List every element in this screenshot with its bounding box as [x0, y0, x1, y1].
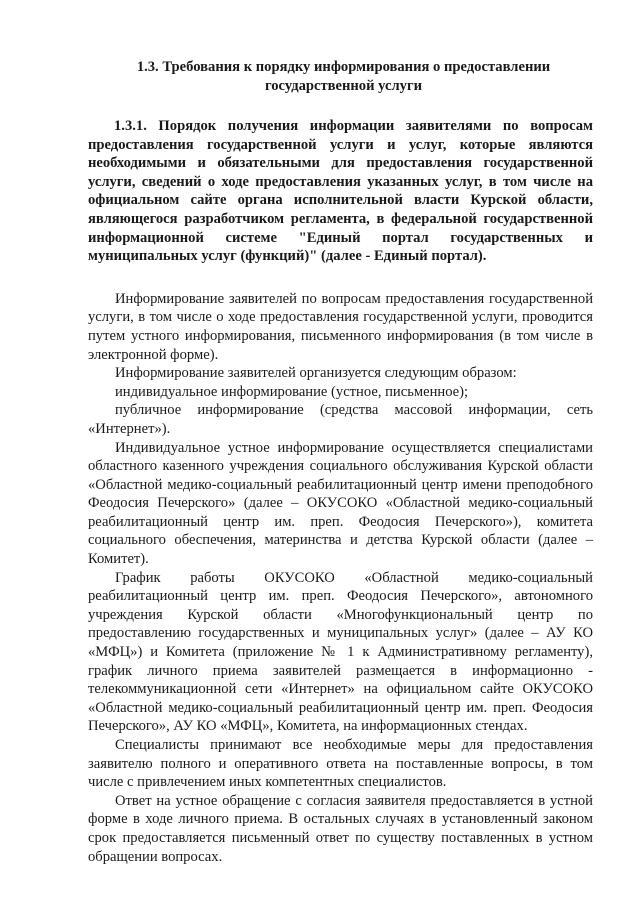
paragraph: индивидуальное информирование (устное, письменное); — [115, 383, 469, 400]
paragraph: Специалисты принимают все необходимые меры для предоставления заявителю полного и оперативного ответа на поставленные вопросы, в том числе с привлечением иных компетентных специалистов. — [88, 737, 593, 791]
paragraph: График работы ОКУСОКО «Областной медико-социальный реабилитационный центр им. преп. Феодосия Печерского», автономного учреждения Курской области «Многофункциональный центр по предоставлению государственных и муниципальных услуг» (далее – АУ КО «МФЦ») и Комитета (приложение № 1 к Административному регламенту), график личного приема заявителей размещается в информационно - телекоммуникационной сети «Интернет» на официальном сайте ОКУСОКО «Областной медико-социальный реабилитационный центр им. преп. Феодосия Печерского», АУ КО «МФЦ», Комитета, на информационных стендах. — [88, 569, 593, 735]
subsection-heading: 1.3.1. Порядок получения информации заявителями по вопросам предоставления государственной услуги и услуг, которые являются необходимыми и обязательными для предоставления государственной услуги, сведений о ходе предоставления указанных услуг, в том числе на официальном сайте органа исполнительной власти Курской области, являющегося разработчиком регламента, в федеральной государственной информационной системе "Единый портал государственных и муниципальных услуг (функций)" (далее - Единый портал). — [88, 118, 593, 265]
section-title-line1: 1.3. Требования к порядку информирования о предоставлении — [136, 59, 551, 75]
paragraph: Ответ на устное обращение с согласия заявителя предоставляется в устной форме в ходе личного приема. В остальных случаях в установленный законом срок предоставляется письменный ответ по существу поставленных в устном обращении вопросах. — [88, 792, 593, 865]
section-title-line2: государственной услуги — [264, 77, 423, 94]
paragraph: публичное информирование (средства массовой информации, сеть «Интернет»). — [88, 402, 593, 437]
paragraph: Информирование заявителей организуется следующим образом: — [115, 365, 517, 382]
document-page — [88, 58, 593, 866]
paragraph: Индивидуальное устное информирование осуществляется специалистами областного казенного учреждения социального обслуживания Курской области «Областной медико-социальный реабилитационный центр имени преподобного Феодосия Печерского» (далее – ОКУСОКО «Областной медико-социальный реабилитационный центр им. преп. Феодосия Печерского»), комитета социального обеспечения, материнства и детства Курской области (далее – Комитет). — [88, 439, 593, 568]
paragraph: Информирование заявителей по вопросам предоставления государственной услуги, в том числе о ходе предоставления государственной услуги, проводится путем устного информирования, письменного информирования (в том числе в электронной форме). — [88, 290, 593, 363]
section-title — [94, 58, 593, 95]
